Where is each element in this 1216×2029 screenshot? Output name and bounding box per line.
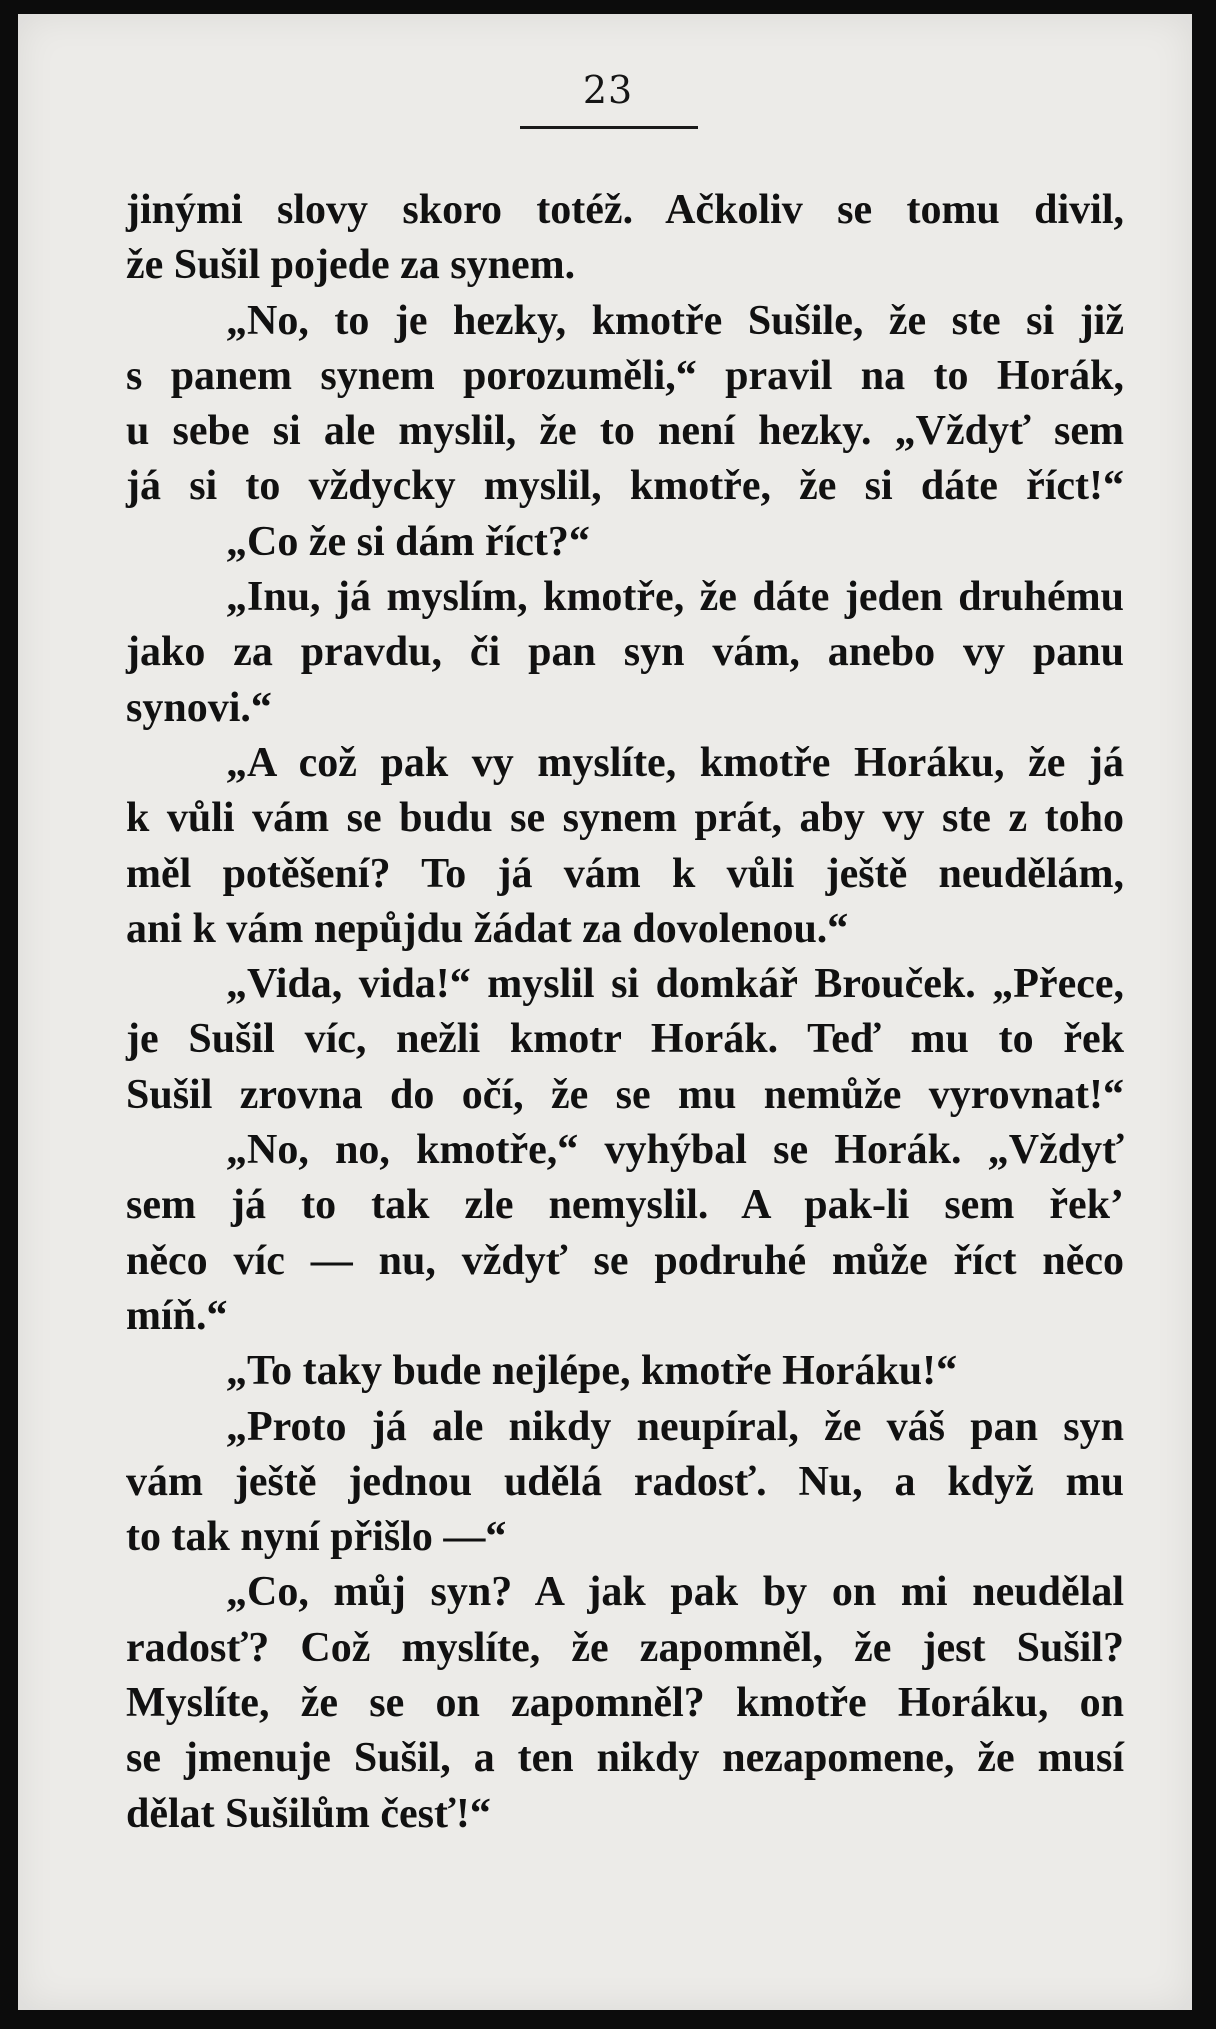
text-line: „No, no, kmotře,“ vyhýbal se Horák. „Vždyť <box>226 1127 1124 1174</box>
text-line: „Co, můj syn? A jak pak by on mi neudělal <box>226 1569 1124 1616</box>
text-line: já si to vždycky myslil, kmotře, že si dáte říct!“ <box>126 463 1124 510</box>
text-line: s panem synem porozuměli,“ pravil na to Horák, <box>126 352 1124 399</box>
text-line: u sebe si ale myslil, že to není hezky. „Vždyť sem <box>126 408 1124 455</box>
text-line: „Co že si dám říct?“ <box>226 518 590 565</box>
text-line: Myslíte, že se on zapomněl? kmotře Horáku, on <box>126 1680 1124 1727</box>
text-line: jinými slovy skoro totéž. Ačkoliv se tomu divil, <box>126 187 1124 233</box>
text-line: synovi.“ <box>126 684 272 731</box>
text-line: „A což pak vy myslíte, kmotře Horáku, že já <box>226 739 1124 786</box>
text-line: „Proto já ale nikdy neupíral, že váš pan syn <box>226 1403 1124 1450</box>
text-line: k vůli vám se budu se synem prát, aby vy ste z toho <box>126 795 1124 842</box>
text-line: radosť? Což myslíte, že zapomněl, že jest Sušil? <box>126 1624 1124 1671</box>
page-text <box>126 183 1124 1842</box>
text-line: se jmenuje Sušil, a ten nikdy nezapomene, že musí <box>126 1735 1124 1782</box>
text-line: to tak nyní přišlo —“ <box>126 1514 507 1561</box>
text-line: míň.“ <box>126 1292 228 1339</box>
page-number-rule <box>520 126 698 129</box>
text-line: že Sušil pojede za synem. <box>126 242 576 289</box>
text-line: „Inu, já myslím, kmotře, že dáte jeden druhému <box>226 574 1124 621</box>
text-line: jako za pravdu, či pan syn vám, anebo vy panu <box>126 629 1124 676</box>
text-line: měl potěšení? To já vám k vůli ještě neudělám, <box>126 850 1124 897</box>
text-line: je Sušil víc, nežli kmotr Horák. Teď mu to řek <box>126 1016 1124 1063</box>
text-line: „To taky bude nejlépe, kmotře Horáku!“ <box>226 1348 958 1395</box>
text-line: „No, to je hezky, kmotře Sušile, že ste si již <box>226 297 1124 344</box>
text-line: ani k vám nepůjdu žádat za dovolenou.“ <box>126 905 849 952</box>
text-line: Sušil zrovna do očí, že se mu nemůže vyrovnat!“ <box>126 1071 1124 1118</box>
text-line: vám ještě jednou udělá radosť. Nu, a když mu <box>126 1458 1124 1505</box>
text-line: něco víc — nu, vždyť se podruhé může říct něco <box>126 1237 1124 1284</box>
text-line: dělat Sušilům česť!“ <box>126 1790 491 1837</box>
text-line: sem já to tak zle nemyslil. A pak-li sem řek’ <box>126 1182 1124 1229</box>
page-number: 23 <box>582 68 634 112</box>
text-line: „Vida, vida!“ myslil si domkář Brouček. „Přece, <box>226 961 1124 1008</box>
